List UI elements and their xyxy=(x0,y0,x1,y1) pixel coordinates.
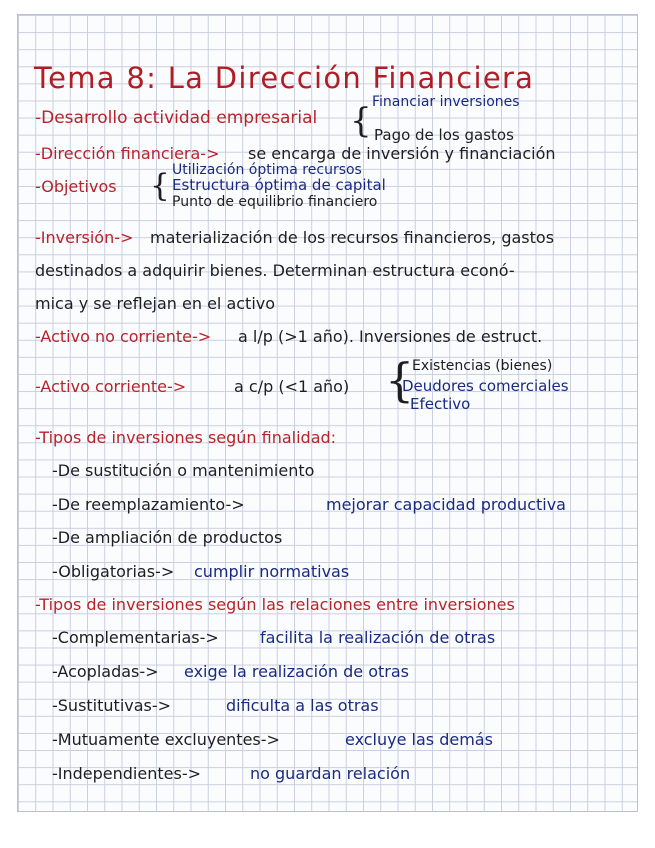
objetivos-label: -Objetivos xyxy=(35,177,117,196)
brace-activo-corriente: { xyxy=(385,353,415,407)
acopladas-label: -Acopladas-> xyxy=(52,662,159,681)
financiar-line: Financiar inversiones xyxy=(372,94,520,110)
page-title: Tema 8: La Dirección Financiera xyxy=(34,61,535,95)
sustitutivas-label: -Sustitutivas-> xyxy=(52,696,172,715)
complementarias-label: -Complementarias-> xyxy=(52,628,219,647)
sustitucion-item: -De sustitución o mantenimiento xyxy=(52,461,315,480)
sustitutivas-text: dificulta a las otras xyxy=(226,696,379,715)
mutuamente-label: -Mutuamente excluyentes-> xyxy=(52,730,280,749)
reemplazamiento-text: mejorar capacidad productiva xyxy=(326,495,566,514)
utilizacion-line: Utilización óptima recursos xyxy=(172,162,362,178)
inversion-label: -Inversión-> xyxy=(35,228,134,247)
punto-line: Punto de equilibrio financiero xyxy=(172,194,378,210)
obligatorias-label: -Obligatorias-> xyxy=(52,562,175,581)
pago-line: Pago de los gastos xyxy=(374,126,514,144)
independientes-label: -Independientes-> xyxy=(52,764,201,783)
efectivo-line: Efectivo xyxy=(410,395,471,413)
tipos-relaciones-heading: -Tipos de inversiones según las relaciones entre inversiones xyxy=(35,595,515,614)
ampliacion-item: -De ampliación de productos xyxy=(52,528,283,547)
activo-corriente-label: -Activo corriente-> xyxy=(35,377,187,396)
grid-paper xyxy=(17,14,638,812)
direccion-label: -Dirección financiera-> xyxy=(35,144,220,163)
obligatorias-text: cumplir normativas xyxy=(194,562,350,581)
direccion-text: se encarga de inversión y financiación xyxy=(248,144,556,163)
complementarias-text: facilita la realización de otras xyxy=(260,628,496,647)
inversion-text-3: mica y se reflejan en el activo xyxy=(35,294,276,313)
estructura-line: Estructura óptima de capital xyxy=(172,176,386,194)
desarrollo-line: -Desarrollo actividad empresarial xyxy=(35,108,318,128)
existencias-line: Existencias (bienes) xyxy=(412,358,553,374)
tipos-finalidad-heading: -Tipos de inversiones según finalidad: xyxy=(35,428,337,447)
brace-desarrollo: { xyxy=(350,101,372,141)
independientes-text: no guardan relación xyxy=(250,764,411,783)
activo-corriente-text: a c/p (<1 año) xyxy=(234,377,350,396)
acopladas-text: exige la realización de otras xyxy=(184,662,409,681)
reemplazamiento-label: -De reemplazamiento-> xyxy=(52,495,245,514)
inversion-text-2: destinados a adquirir bienes. Determinan estructura econó- xyxy=(35,261,515,280)
activo-no-corriente-text: a l/p (>1 año). Inversiones de estruct. xyxy=(238,327,543,346)
inversion-text-1: materialización de los recursos financieros, gastos xyxy=(150,228,555,247)
mutuamente-text: excluye las demás xyxy=(345,730,493,749)
activo-no-corriente-label: -Activo no corriente-> xyxy=(35,327,212,346)
deudores-line: Deudores comerciales xyxy=(402,377,569,395)
brace-objetivos: { xyxy=(150,168,170,204)
